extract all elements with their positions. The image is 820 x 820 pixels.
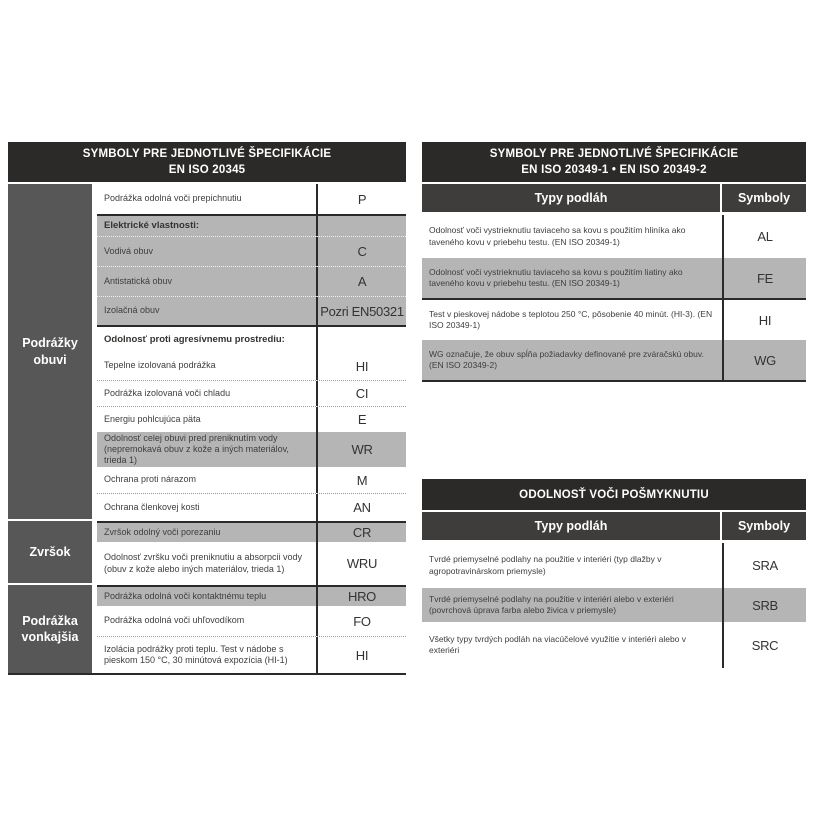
row-description: Podrážka odolná voči kontaktnému teplu: [104, 590, 267, 601]
column-headers: [422, 184, 806, 212]
row-description: Vodivá obuv: [104, 245, 154, 256]
table-body: [422, 543, 806, 668]
table-row: [97, 352, 406, 380]
table-row: [97, 380, 406, 406]
row-symbol: WRU: [316, 542, 406, 585]
row-description: Odolnosť voči vystrieknutiu taviaceho sa kovu s použitím hliníka ako taveného kovu v priebehu testu. (EN ISO 20349-1): [429, 225, 686, 247]
row-symbol: HRO: [316, 587, 406, 606]
row-symbol: WG: [722, 340, 806, 380]
table-row: [422, 543, 806, 588]
table-odolnost-voci-posmyknutiu: [422, 479, 806, 668]
row-symbol: HI: [316, 637, 406, 673]
rows-column: [97, 184, 406, 673]
row-symbol: HI: [722, 300, 806, 340]
row-description: Elektrické vlastnosti:: [104, 220, 200, 232]
column-headers: [422, 512, 806, 540]
section-column: [8, 184, 92, 673]
row-symbol: FE: [722, 258, 806, 298]
table-row: [97, 406, 406, 432]
table-title-line1: SYMBOLY PRE JEDNOTLIVÉ ŠPECIFIKÁCIE: [489, 148, 739, 160]
table-body: [422, 215, 806, 382]
row-description: Izolácia podrážky proti teplu. Test v nádobe s pieskom 150 °C, 30 minútová expozícia (HI-1): [104, 643, 288, 665]
row-symbol: AL: [722, 215, 806, 258]
table-title: [422, 142, 806, 182]
row-description: Energiu pohlcujúca päta: [104, 413, 201, 424]
row-description: Odolnosť zvršku voči preniknutiu a absorpcii vody (obuv z kože alebo iných materiálov, trieda 1): [104, 552, 302, 574]
row-symbol: E: [316, 407, 406, 432]
section-label: Zvršok: [29, 544, 71, 559]
table-row: [422, 298, 806, 340]
row-symbol: [316, 327, 406, 352]
row-symbol: CR: [316, 523, 406, 542]
table-row: [97, 606, 406, 636]
section-cell-podrazky-obuvi: [8, 184, 92, 519]
row-symbol: SRA: [722, 543, 806, 588]
row-description: Všetky typy tvrdých podláh na viacúčelové využitie v interiéri alebo v exteriéri: [429, 633, 687, 655]
row-symbol: Pozri EN50321: [316, 297, 406, 325]
row-description: Podrážka odolná voči prepichnutiu: [104, 193, 242, 204]
table-row: [97, 493, 406, 521]
right-column: [422, 142, 806, 668]
table-row: [97, 467, 406, 493]
table-row: [422, 215, 806, 258]
row-description: Zvršok odolný voči porezaniu: [104, 526, 221, 537]
table-title: [422, 479, 806, 510]
table-title: [8, 142, 406, 182]
table-row: [97, 521, 406, 542]
row-symbol: A: [316, 267, 406, 296]
table-row: [97, 542, 406, 585]
table-title-line1: ODOLNOSŤ VOČI POŠMYKNUTIU: [519, 489, 709, 501]
table-row: [422, 588, 806, 622]
row-symbol: CI: [316, 381, 406, 406]
row-symbol: P: [316, 184, 406, 214]
table-title-line1: SYMBOLY PRE JEDNOTLIVÉ ŠPECIFIKÁCIE: [82, 148, 332, 160]
column-header-typy-podlah: Typy podláh: [422, 184, 720, 212]
row-description: Tvrdé priemyselné podlahy na použitie v interiéri alebo v exteriéri (povrchová úprava farba alebo živica v priemysle): [429, 593, 674, 615]
row-symbol: C: [316, 237, 406, 266]
row-description: Odolnosť voči vystrieknutiu taviaceho sa kovu s použitím liatiny ako taveného kovu v priebehu testu. (EN ISO 20349-1): [429, 266, 683, 288]
table-row: [422, 622, 806, 668]
table-row: [97, 184, 406, 214]
table-row: [97, 636, 406, 673]
row-description: Podrážka odolná voči uhľovodíkom: [104, 615, 245, 626]
section-cell-podrazka-vonkajsia: [8, 585, 92, 673]
table-body: [8, 184, 406, 675]
row-description: Tepelne izolovaná podrážka: [104, 360, 216, 371]
column-header-symboly: Symboly: [722, 184, 806, 212]
row-symbol: SRB: [722, 588, 806, 622]
section-label: Podrážka vonkajšia: [21, 613, 79, 644]
table-row: [97, 214, 406, 236]
table-row: [97, 236, 406, 266]
table-row: [97, 585, 406, 606]
table-title-line2: EN ISO 20349-1 • EN ISO 20349-2: [521, 164, 707, 176]
row-symbol: M: [316, 467, 406, 493]
row-description: WG označuje, že obuv spĺňa požiadavky definované pre zváračskú obuv. (EN ISO 20349-2): [429, 348, 704, 370]
table-row: [97, 296, 406, 325]
row-description: Antistatická obuv: [104, 275, 173, 286]
table-row: [422, 340, 806, 380]
row-symbol: [316, 216, 406, 236]
table-en-iso-20345: [8, 142, 406, 675]
table-en-iso-20349: [422, 142, 806, 382]
row-description: Podrážka izolovaná voči chladu: [104, 387, 231, 398]
row-description: Test v pieskovej nádobe s teplotou 250 °C, pôsobenie 40 minút. (HI-3). (EN ISO 20349-1): [429, 308, 713, 330]
row-symbol: HI: [316, 352, 406, 380]
row-description: Odolnosť celej obuvi pred preniknutím vody (nepremokavá obuv z kože a iných materiálov, trieda 1): [104, 432, 289, 466]
column-header-symboly: Symboly: [722, 512, 806, 540]
row-symbol: WR: [316, 432, 406, 467]
row-description: Ochrana členkovej kosti: [104, 501, 200, 512]
table-row: [97, 432, 406, 467]
row-symbol: SRC: [722, 622, 806, 668]
section-cell-zvrsok: [8, 521, 92, 583]
row-symbol: FO: [316, 606, 406, 636]
table-title-line2: EN ISO 20345: [168, 164, 246, 176]
table-row: [422, 258, 806, 298]
row-description: Izolačná obuv: [104, 305, 160, 316]
section-label: Podrážky obuvi: [22, 336, 78, 367]
column-header-typy-podlah: Typy podláh: [422, 512, 720, 540]
row-description: Ochrana proti nárazom: [104, 474, 197, 485]
row-symbol: AN: [316, 494, 406, 521]
row-description: Odolnosť proti agresívnemu prostrediu:: [104, 333, 285, 345]
table-row: [97, 266, 406, 296]
table-row: [97, 325, 406, 352]
row-description: Tvrdé priemyselné podlahy na použitie v interiéri (typ dlažby v agropotravinárskom priemysle): [429, 554, 662, 576]
